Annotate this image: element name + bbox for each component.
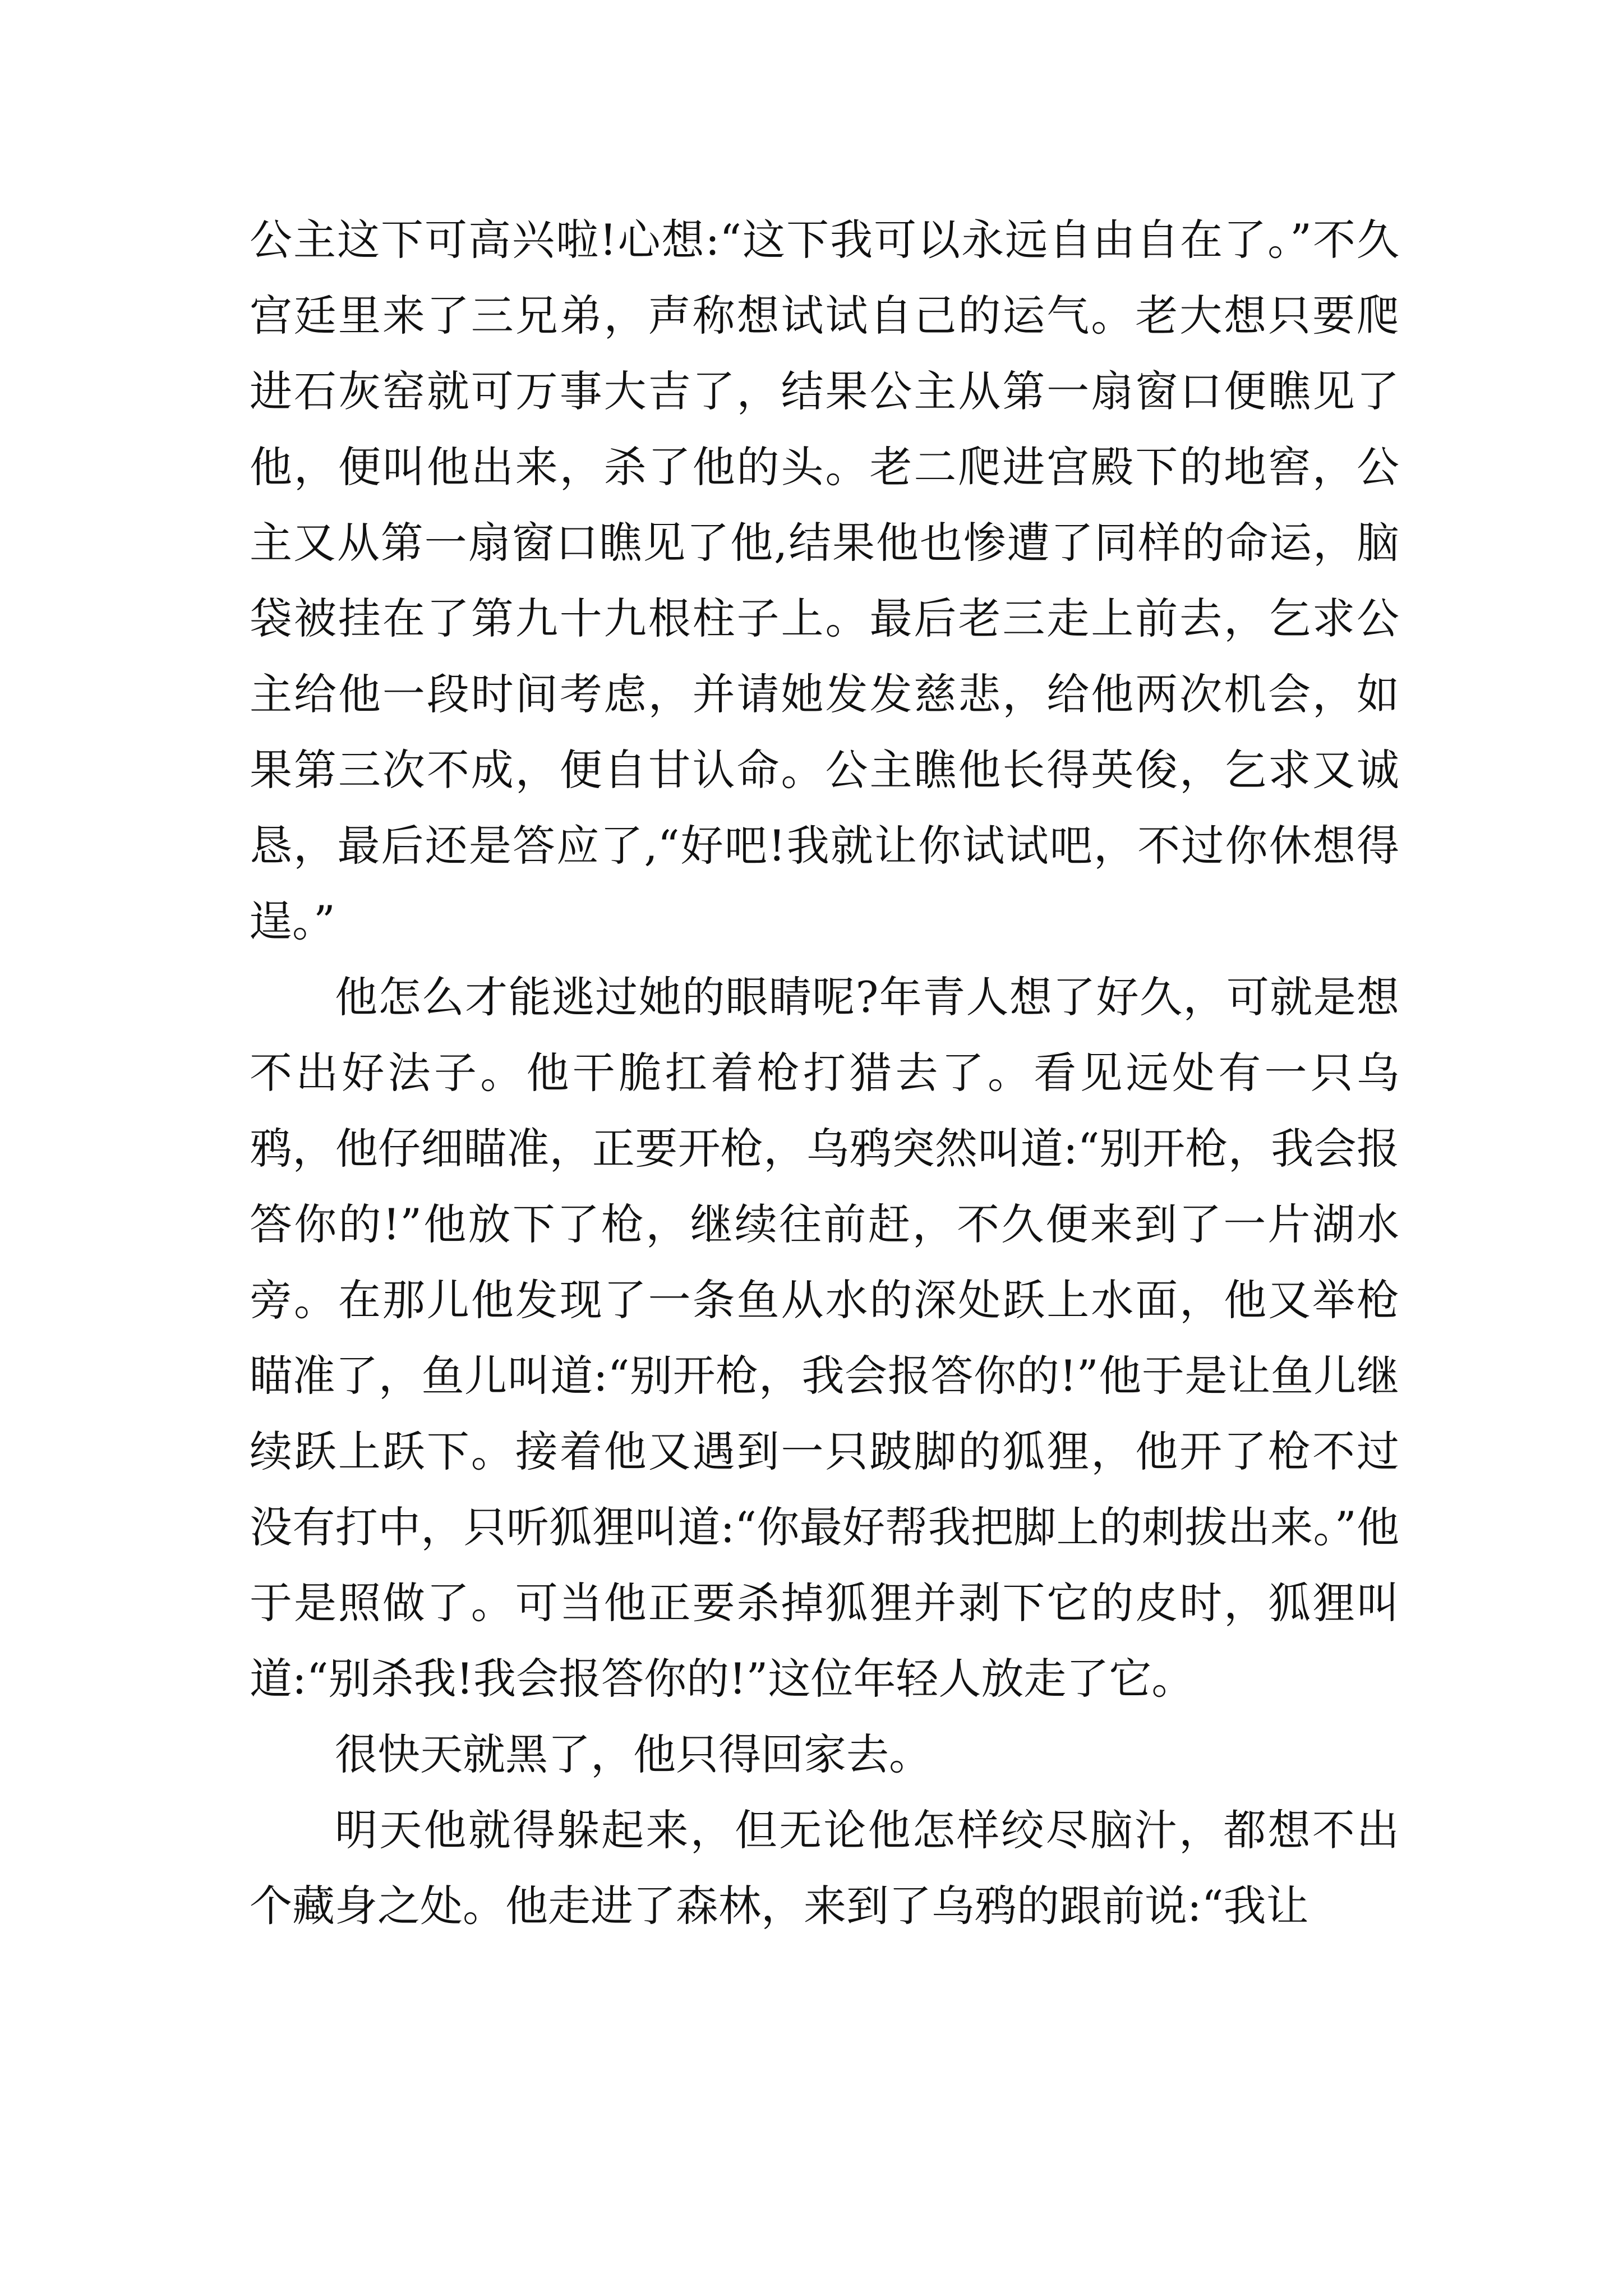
paragraph-4: 明天他就得躲起来，但无论他怎样绞尽脑汁，都想不出个藏身之处。他走进了森林，来到了乌鸦的跟前说:“我让 (250, 1805, 1399, 1931)
body-text (250, 202, 1399, 1944)
paragraph-1: 公主这下可高兴啦!心想:“这下我可以永远自由自在了。”不久宫廷里来了三兄弟，声称想试试自己的运气。老大想只要爬进石灰窑就可万事大吉了，结果公主从第一扇窗口便瞧见了他，便叫他出来，杀了他的头。老二爬进宫殿下的地窖，公主又从第一扇窗口瞧见了他,结果他也惨遭了同样的命运，脑袋被挂在了第九十九根柱子上。最后老三走上前去，乞求公主给他一段时间考虑，并请她发发慈悲，给他两次机会，如果第三次不成，便自甘认命。公主瞧他长得英俊，乞求又诚恳，最后还是答应了,“好吧!我就让你试试吧，不过你休想得逞。” (250, 215, 1399, 946)
paragraph-3: 很快天就黑了，他只得回家去。 (335, 1729, 932, 1779)
paragraph-2: 他怎么才能逃过她的眼睛呢?年青人想了好久，可就是想不出好法子。他干脆扛着枪打猎去了。看见远处有一只乌鸦，他仔细瞄准，正要开枪，乌鸦突然叫道:“别开枪，我会报答你的!”他放下了枪，继续往前赶，不久便来到了一片湖水旁。在那儿他发现了一条鱼从水的深处跃上水面，他又举枪瞄准了，鱼儿叫道:“别开枪，我会报答你的!”他于是让鱼儿继续跃上跃下。接着他又遇到一只跛脚的狐狸，他开了枪不过没有打中，只听狐狸叫道:“你最好帮我把脚上的刺拔出来。”他于是照做了。可当他正要杀掉狐狸并剥下它的皮时，狐狸叫道:“别杀我!我会报答你的!”这位年轻人放走了它。 (250, 972, 1399, 1704)
